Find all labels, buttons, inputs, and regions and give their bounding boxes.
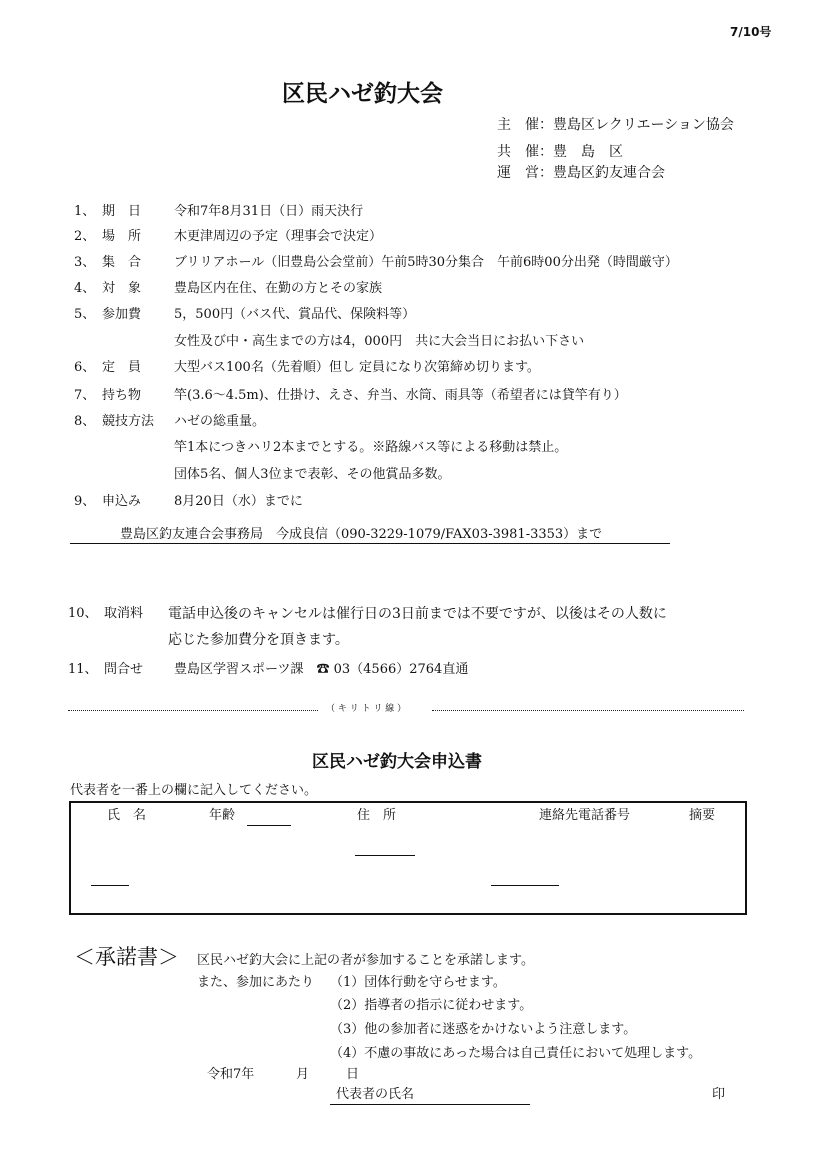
item-value: 8月20日（水）までに	[174, 494, 303, 509]
item-value: 豊島区内在住、在勤の方とその家族	[174, 281, 383, 296]
item-label: 参加費	[102, 307, 142, 322]
item-value: 5，500円（バス代、賞品代、保険料等）	[174, 307, 416, 322]
item-value: 令和7年8月31日（日）雨天決行	[174, 204, 364, 219]
signature-line[interactable]	[330, 1104, 530, 1105]
col-name: 氏 名	[107, 808, 147, 823]
item-label: 場 所	[102, 229, 142, 244]
form-instruction: 代表者を一番上の欄に記入してください。	[70, 783, 318, 798]
field-line	[247, 825, 291, 826]
date-month: 月	[296, 1067, 310, 1082]
item-number: 7、	[74, 388, 96, 403]
date-day: 日	[346, 1067, 360, 1082]
item-number: 8、	[74, 414, 96, 429]
item-label: 取消料	[104, 606, 144, 621]
item-value: ハゼの総重量。	[174, 414, 266, 429]
role: 主 催：	[497, 117, 553, 133]
item-number: 4、	[74, 281, 96, 296]
field-line	[91, 885, 129, 886]
application-table[interactable]	[69, 801, 747, 915]
cut-line-label: （ キ リ ト リ 線 ）	[326, 704, 407, 714]
item-number: 11、	[68, 662, 98, 677]
field-line	[355, 855, 415, 856]
item-value-extra: 女性及び中・高生までの方は4，000円 共に大会当日にお払い下さい	[174, 334, 585, 349]
item-label: 期 日	[102, 204, 142, 219]
date-era: 令和7年	[207, 1067, 255, 1082]
organizer-operator	[497, 166, 665, 180]
item-number: 2、	[74, 229, 96, 244]
page-title: 区民ハゼ釣大会	[282, 81, 443, 107]
cut-line-right	[432, 710, 744, 711]
item-label: 問合せ	[104, 662, 144, 677]
organizer-host	[497, 118, 734, 132]
item-label: 持ち物	[102, 388, 142, 403]
item-number: 10、	[68, 606, 98, 621]
item-label: 競技方法	[102, 414, 155, 429]
name: 豊島区レクリエーション協会	[553, 117, 734, 133]
representative-label: 代表者の氏名	[336, 1087, 415, 1102]
seal-mark: 印	[712, 1087, 726, 1102]
col-age: 年齢	[209, 808, 236, 823]
consent-intro: 区民ハゼ釣大会に上記の者が参加することを承諾します。	[197, 953, 534, 968]
col-address: 住 所	[357, 808, 397, 823]
item-number: 6、	[74, 360, 96, 375]
item-value: 木更津周辺の予定（理事会で決定）	[174, 229, 383, 244]
organizer-cohost	[497, 145, 623, 159]
consent-lead: また、参加にあたり	[197, 975, 315, 990]
col-notes: 摘要	[689, 808, 716, 823]
item-number: 5、	[74, 307, 96, 322]
underline	[70, 543, 670, 544]
consent-clause: （4）不慮の事故にあった場合は自己責任において処理します。	[330, 1046, 702, 1061]
item-value: 竿(3.6～4.5m)、仕掛け、えさ、弁当、水筒、雨具等（希望者には貸竿有り）	[174, 388, 627, 403]
item-label: 集 合	[102, 255, 142, 270]
col-phone: 連絡先電話番号	[539, 808, 631, 823]
item-number: 3、	[74, 255, 96, 270]
item-number: 9、	[74, 494, 96, 509]
role: 運 営：	[497, 165, 553, 181]
role: 共 催：	[497, 144, 553, 160]
item-label: 申込み	[102, 494, 142, 509]
cut-line-left	[68, 710, 318, 711]
name: 豊島区釣友連合会	[553, 165, 665, 181]
item-value: 豊島区学習スポーツ課 ☎ 03（4566）2764直通	[174, 662, 469, 677]
item-label: 対 象	[102, 281, 142, 296]
item-value-extra: 団体5名、個人3位まで表彰、その他賞品多数。	[174, 467, 451, 482]
consent-clause: （2）指導者の指示に従わせます。	[330, 998, 533, 1013]
field-line	[491, 885, 559, 886]
item-value: ブリリアホール（旧豊島公会堂前）午前5時30分集合 午前6時00分出発（時間厳守）	[174, 255, 678, 270]
item-value: 応じた参加費分を頂きます。	[168, 632, 349, 648]
item-value: 電話申込後のキャンセルは催行日の3日前までは不要ですが、以後はその人数に	[168, 606, 667, 622]
issue-number: 7/10号	[730, 25, 772, 39]
item-number: 1、	[74, 204, 96, 219]
form-title: 区民ハゼ釣大会申込書	[312, 752, 482, 772]
item-label: 定 員	[102, 360, 142, 375]
name: 豊 島 区	[553, 144, 623, 160]
consent-clause: （3）他の参加者に迷惑をかけないよう注意します。	[330, 1022, 637, 1037]
consent-clause: （1）団体行動を守らせます。	[330, 975, 506, 990]
item-value: 大型バス100名（先着順）但し 定員になり次第締め切ります。	[174, 360, 540, 375]
item-value-extra: 竿1本につきハリ2本までとする。※路線バス等による移動は禁止。	[174, 440, 568, 455]
consent-heading: ＜承諾書＞	[74, 945, 179, 969]
contact-line: 豊島区釣友連合会事務局 今成良信（090-3229-1079/FAX03-3981-3353）まで	[120, 527, 603, 542]
